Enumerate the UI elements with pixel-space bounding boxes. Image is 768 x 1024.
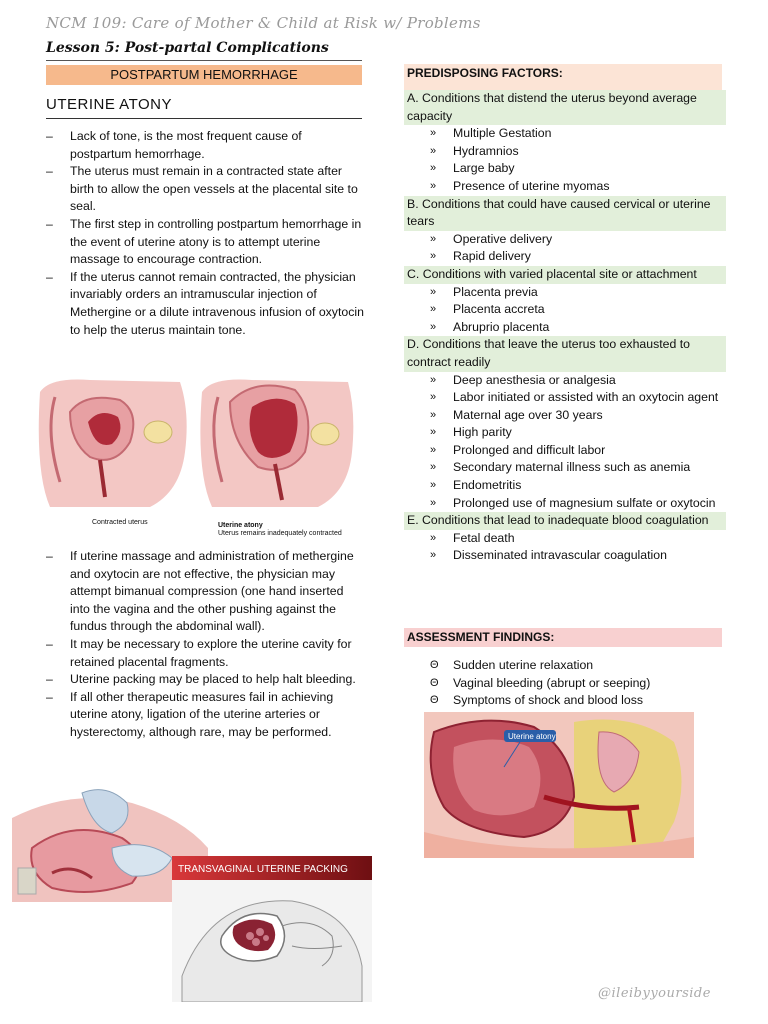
- transvaginal-packing-figure: [172, 856, 372, 1002]
- subheading: UTERINE ATONY: [46, 96, 172, 113]
- factor-category: A. Conditions that distend the uterus beyond average capacity: [404, 90, 726, 125]
- list-item: – The first step in controlling postpartum hemorrhage in the event of uterine atony is to attempt uterine massage to encourage contraction.: [46, 216, 362, 267]
- assessment-bullet: Θ: [430, 659, 439, 671]
- predisposing-factors-list: [404, 90, 726, 565]
- item-bullet: »: [430, 391, 437, 404]
- list-item: – If all other therapeutic measures fail in achieving uterine atony, ligation of the uterine arteries or hysterectomy, although rare, may be performed.: [46, 689, 334, 739]
- factor-item: » High parity: [404, 424, 726, 442]
- dash-bullet: –: [46, 636, 53, 651]
- list-item: – It may be necessary to explore the uterine cavity for retained placental fragments.: [46, 636, 352, 669]
- assessment-item: Θ Symptoms of shock and blood loss: [404, 692, 726, 710]
- factor-item: » Multiple Gestation: [404, 125, 726, 143]
- item-bullet: »: [430, 531, 437, 544]
- factor-category: C. Conditions with varied placental site or attachment: [404, 266, 726, 284]
- factor-item: » Large baby: [404, 160, 726, 178]
- figure-caption-atony-sub: Uterus remains inadequately contracted: [218, 530, 342, 537]
- assessment-findings-heading: ASSESSMENT FINDINGS:: [404, 628, 722, 647]
- factor-item: » Hydramnios: [404, 143, 726, 161]
- factor-item: » Disseminated intravascular coagulation: [404, 547, 726, 565]
- bullet-list-bottom: [46, 548, 366, 742]
- item-bullet: »: [430, 496, 437, 509]
- predisposing-factors-heading: PREDISPOSING FACTORS:: [404, 64, 722, 90]
- factor-item: » Prolonged and difficult labor: [404, 442, 726, 460]
- uterine-atony-comparison-figure: [30, 372, 358, 542]
- item-bullet: »: [430, 320, 437, 333]
- factor-item: » Abruprio placenta: [404, 319, 726, 337]
- factor-item: » Prolonged use of magnesium sulfate or oxytocin: [404, 495, 726, 513]
- item-bullet: »: [430, 408, 437, 421]
- dash-bullet: –: [46, 549, 53, 563]
- dash-bullet: –: [46, 216, 53, 231]
- item-bullet: »: [430, 461, 437, 474]
- factor-item: » Presence of uterine myomas: [404, 178, 726, 196]
- factor-item: » Operative delivery: [404, 231, 726, 249]
- item-bullet: »: [430, 127, 437, 140]
- list-item: – Uterine packing may be placed to help halt bleeding.: [46, 671, 366, 689]
- item-bullet: »: [430, 443, 437, 456]
- factor-item: » Rapid delivery: [404, 248, 726, 266]
- dash-bullet: –: [46, 689, 53, 704]
- transvaginal-packing-illustration: [172, 856, 372, 1002]
- item-bullet: »: [430, 479, 437, 492]
- item-bullet: »: [430, 426, 437, 439]
- uterus-comparison-illustration: [30, 372, 358, 542]
- assessment-bullet: Θ: [430, 676, 439, 689]
- course-title: NCM 109: Care of Mother & Child at Risk w/ Problems: [46, 14, 481, 32]
- item-bullet: »: [430, 179, 437, 192]
- dash-bullet: –: [46, 269, 53, 284]
- list-item: – If uterine massage and administration of methergine and oxytocin are not effective, the physician may attempt bimanual compression (one hand inserted into the vagina and the other pushing against the fundus through the abdominal wall).: [46, 549, 354, 634]
- dash-bullet: –: [46, 164, 53, 179]
- bullet-list-top: [46, 128, 366, 339]
- list-item: – Lack of tone, is the most frequent cause of postpartum hemorrhage.: [46, 129, 302, 161]
- packing-banner-text: TRANSVAGINAL UTERINE PACKING: [178, 864, 348, 875]
- factor-item: » Placenta previa: [404, 284, 726, 302]
- factor-category: E. Conditions that lead to inadequate blood coagulation: [404, 512, 726, 530]
- item-bullet: »: [430, 144, 437, 157]
- assessment-findings-list: [404, 657, 726, 710]
- item-bullet: »: [430, 232, 437, 245]
- assessment-item: Θ Vaginal bleeding (abrupt or seeping): [404, 675, 726, 693]
- item-bullet: »: [430, 303, 437, 316]
- lesson-title: Lesson 5: Post-partal Complications: [46, 40, 329, 56]
- item-bullet: »: [430, 373, 437, 386]
- section-title: POSTPARTUM HEMORRHAGE: [46, 65, 362, 85]
- figure-label-uterine-atony: Uterine atony: [508, 732, 556, 741]
- factor-category: D. Conditions that leave the uterus too exhausted to contract readily: [404, 336, 726, 371]
- assessment-bullet: Θ: [430, 694, 439, 707]
- figure-caption-atony: Uterine atony: [218, 522, 263, 529]
- factor-item: » Fetal death: [404, 530, 726, 548]
- factor-category: B. Conditions that could have caused cervical or uterine tears: [404, 196, 726, 231]
- list-item: – The uterus must remain in a contracted state after birth to allow the open vessels at the placental site to seal.: [46, 164, 358, 214]
- item-bullet: »: [430, 162, 437, 175]
- assessment-item: Θ Sudden uterine relaxation: [404, 657, 726, 675]
- factor-item: » Labor initiated or assisted with an oxytocin agent: [404, 389, 726, 407]
- factor-item: » Endometritis: [404, 477, 726, 495]
- list-item: – If the uterus cannot remain contracted, the physician invariably orders an intramuscular injection of Methergine or a dilute intravenous infusion of oxytocin to help the uterus maintain tone.: [46, 269, 364, 337]
- watermark: @ileibyyourside: [598, 986, 711, 1001]
- item-bullet: »: [430, 285, 437, 298]
- uterine-atony-cross-section-figure: [424, 712, 694, 858]
- factor-item: » Placenta accreta: [404, 301, 726, 319]
- dash-bullet: –: [46, 129, 53, 143]
- item-bullet: »: [430, 250, 437, 263]
- figure-caption-contracted: Contracted uterus: [92, 519, 148, 526]
- item-bullet: »: [430, 549, 437, 562]
- factor-item: » Maternal age over 30 years: [404, 407, 726, 425]
- factor-item: » Secondary maternal illness such as anemia: [404, 459, 726, 477]
- factor-item: » Deep anesthesia or analgesia: [404, 372, 726, 390]
- subheading-divider: [46, 118, 362, 119]
- uterine-atony-cross-section-illustration: [424, 712, 694, 858]
- lesson-divider: [46, 60, 362, 61]
- dash-bullet: –: [46, 672, 53, 687]
